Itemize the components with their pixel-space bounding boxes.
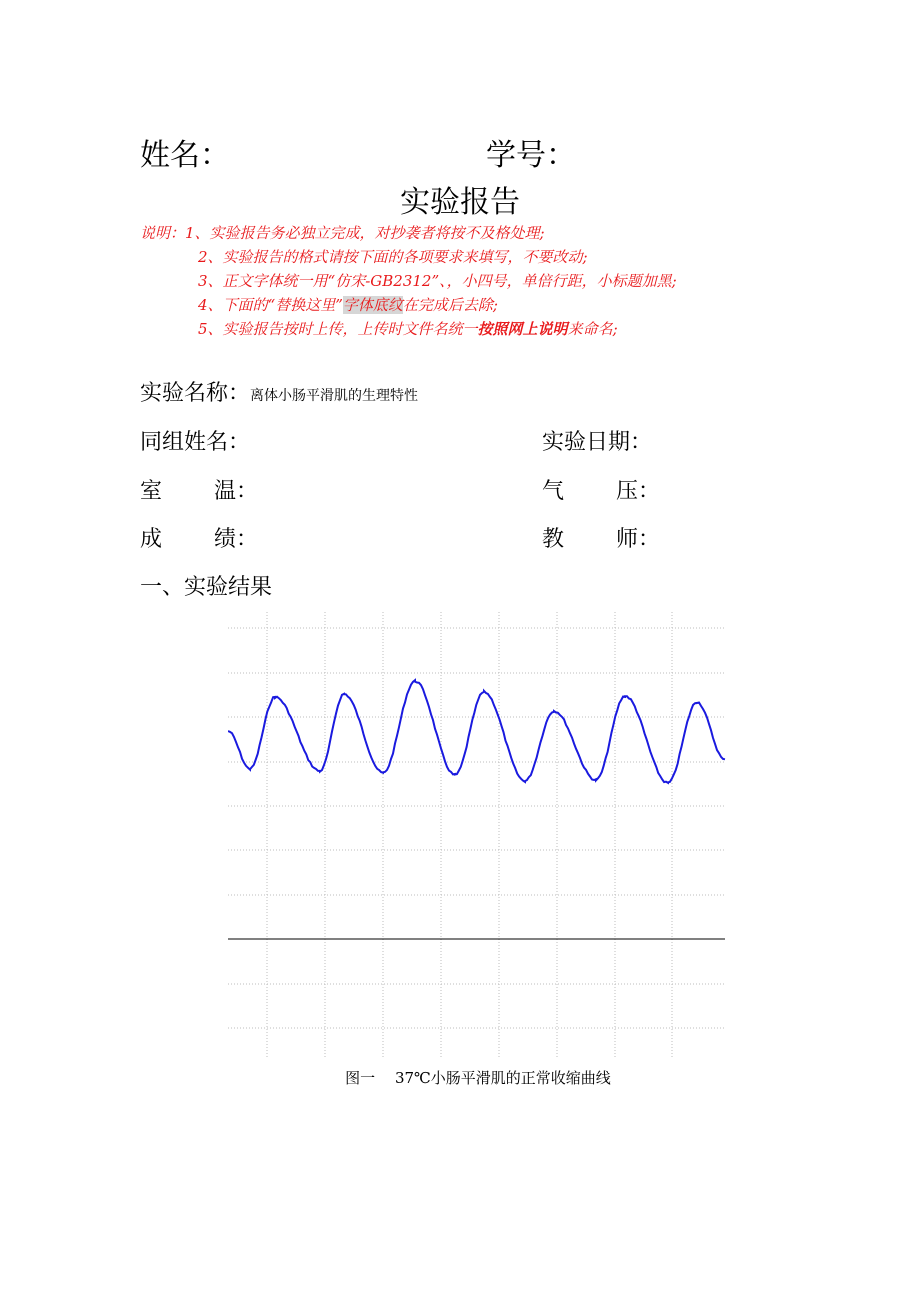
experiment-name-row: [140, 376, 418, 407]
note-item-5-bold: 按照网上说明: [477, 320, 568, 338]
room-temp-char-1: 室: [140, 479, 163, 504]
teacher-label: [542, 522, 660, 553]
teacher-char-2: 师：: [616, 527, 661, 552]
note-line-4: [198, 294, 498, 315]
figure-grid: [228, 612, 726, 1058]
contraction-trace: [228, 680, 725, 783]
room-temp-char-2: 温：: [214, 479, 259, 504]
note-item-1: 1、实验报告务必独立完成，对抄袭者将按不及格处理;: [185, 224, 545, 242]
note-line-1: [140, 222, 545, 243]
note-item-5b: 来命名;: [567, 320, 618, 338]
page-title: 实验报告: [400, 185, 520, 220]
experiment-name-value: 离体小肠平滑肌的生理特性: [250, 388, 419, 404]
score-label: [140, 522, 258, 553]
name-label: 姓名：: [140, 138, 230, 173]
score-char-2: 绩：: [214, 527, 259, 552]
pressure-char-2: 压：: [616, 479, 661, 504]
score-char-1: 成: [140, 527, 163, 552]
teacher-char-1: 教: [542, 527, 565, 552]
figure-caption: 图一 37℃小肠平滑肌的正常收缩曲线: [345, 1069, 611, 1087]
note-item-2: 2、实验报告的格式请按下面的各项要求来填写，不要改动;: [198, 248, 588, 266]
note-item-5a: 5、实验报告按时上传，上传时文件名统一: [198, 320, 478, 338]
air-pressure-label: [542, 474, 660, 505]
note-item-4a: 4、下面的“替换这里”: [198, 296, 343, 314]
contraction-curve-figure: [228, 612, 726, 1058]
student-id-label: 学号：: [486, 138, 576, 173]
pressure-char-1: 气: [542, 479, 565, 504]
note-item-3: 3、正文字体统一用“仿宋-GB2312”、，小四号，单倍行距，小标题加黑;: [198, 272, 677, 290]
note-line-5: [198, 318, 618, 339]
note-item-4b: 在完成后去除;: [402, 296, 498, 314]
room-temperature-label: [140, 474, 258, 505]
group-members-label: 同组姓名：: [140, 430, 251, 455]
note-lead: 说明：: [140, 224, 186, 242]
section-heading-results: 一、实验结果: [140, 575, 273, 600]
experiment-name-label: 实验名称：: [140, 381, 251, 406]
experiment-date-label: 实验日期：: [542, 430, 653, 455]
note-item-4-highlight: 字体底纹: [342, 296, 403, 314]
